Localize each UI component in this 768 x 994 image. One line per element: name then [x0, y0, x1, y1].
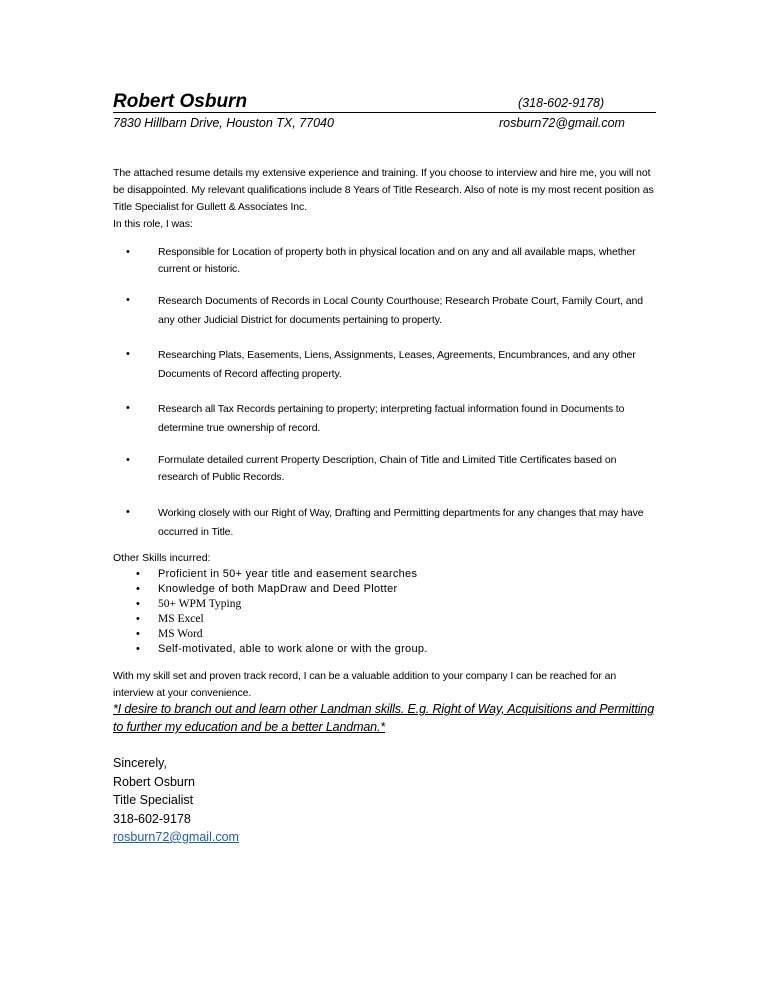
- skill-text: MS Word: [158, 628, 203, 640]
- bullet-icon: •: [136, 628, 140, 640]
- bullet-icon: •: [126, 402, 130, 414]
- header-divider: [113, 112, 656, 113]
- bullet-icon: •: [136, 613, 140, 625]
- bullet-icon: •: [126, 246, 130, 258]
- closing-paragraph: With my skill set and proven track record, I can be a valuable addition to your company I can be reached for an interview at your convenience.: [113, 670, 617, 699]
- signature-email-link[interactable]: rosburn72@gmail.com: [113, 830, 239, 844]
- responsibility-text: Formulate detailed current Property Description, Chain of Title and Limited Title Certificates based on research of Public Records.: [158, 454, 617, 483]
- header-address: 7830 Hillbarn Drive, Houston TX, 77040: [113, 116, 334, 130]
- responsibility-text: Research all Tax Records pertaining to property; interpreting factual information found in Documents to determine true ownership of record.: [158, 403, 625, 434]
- skill-text: Proficient in 50+ year title and easement searches: [158, 568, 418, 580]
- bullet-icon: •: [136, 583, 140, 595]
- bullet-icon: •: [126, 454, 130, 466]
- signature-title: Title Specialist: [113, 793, 194, 807]
- bullet-icon: •: [136, 598, 140, 610]
- aspiration-statement: *I desire to branch out and learn other Landman skills. E.g. Right of Way, Acquisitions and Permitting to further my education and be a better Landman.*: [113, 702, 655, 734]
- signature-name: Robert Osburn: [113, 774, 195, 789]
- intro-paragraph: The attached resume details my extensive experience and training. If you choose to interview and hire me, you will not be disappointed. My relevant qualifications include 8 Years of Title Research. Also of note is my most recent position as Title Specialist for Gullett & Associates Inc.: [113, 167, 654, 213]
- responsibility-text: Responsible for Location of property both in physical location and on any and all available maps, whether current or historic.: [158, 246, 636, 275]
- header-phone: (318-602-9178): [518, 96, 605, 110]
- skill-text: MS Excel: [158, 613, 204, 625]
- bullet-icon: •: [136, 568, 140, 580]
- skill-text: 50+ WPM Typing: [158, 598, 242, 610]
- bullet-icon: •: [126, 348, 130, 360]
- responsibility-text: Research Documents of Records in Local County Courthouse; Research Probate Court, Family Court, and any other Judicial District for documents pertaining to property.: [158, 295, 644, 326]
- skill-text: Knowledge of both MapDraw and Deed Plotter: [158, 583, 398, 595]
- intro-lead-in: In this role, I was:: [113, 218, 193, 230]
- bullet-icon: •: [126, 294, 130, 306]
- skill-text: Self-motivated, able to work alone or with the group.: [158, 643, 428, 655]
- responsibility-text: Working closely with our Right of Way, Drafting and Permitting departments for any changes that may have occurred in Title.: [158, 507, 644, 538]
- bullet-icon: •: [136, 643, 140, 655]
- header-email: rosburn72@gmail.com: [499, 116, 625, 130]
- signature-block: [113, 754, 239, 847]
- applicant-name: Robert Osburn: [113, 91, 248, 112]
- other-skills-heading: Other Skills incurred:: [113, 552, 211, 564]
- intro-section: [113, 165, 658, 233]
- responsibility-text: Researching Plats, Easements, Liens, Assignments, Leases, Agreements, Encumbrances, and any other Documents of Record affecting property.: [158, 349, 636, 380]
- signature-phone: 318-602-9178: [113, 811, 191, 826]
- salutation: Sincerely,: [113, 756, 167, 770]
- bullet-icon: •: [126, 506, 130, 518]
